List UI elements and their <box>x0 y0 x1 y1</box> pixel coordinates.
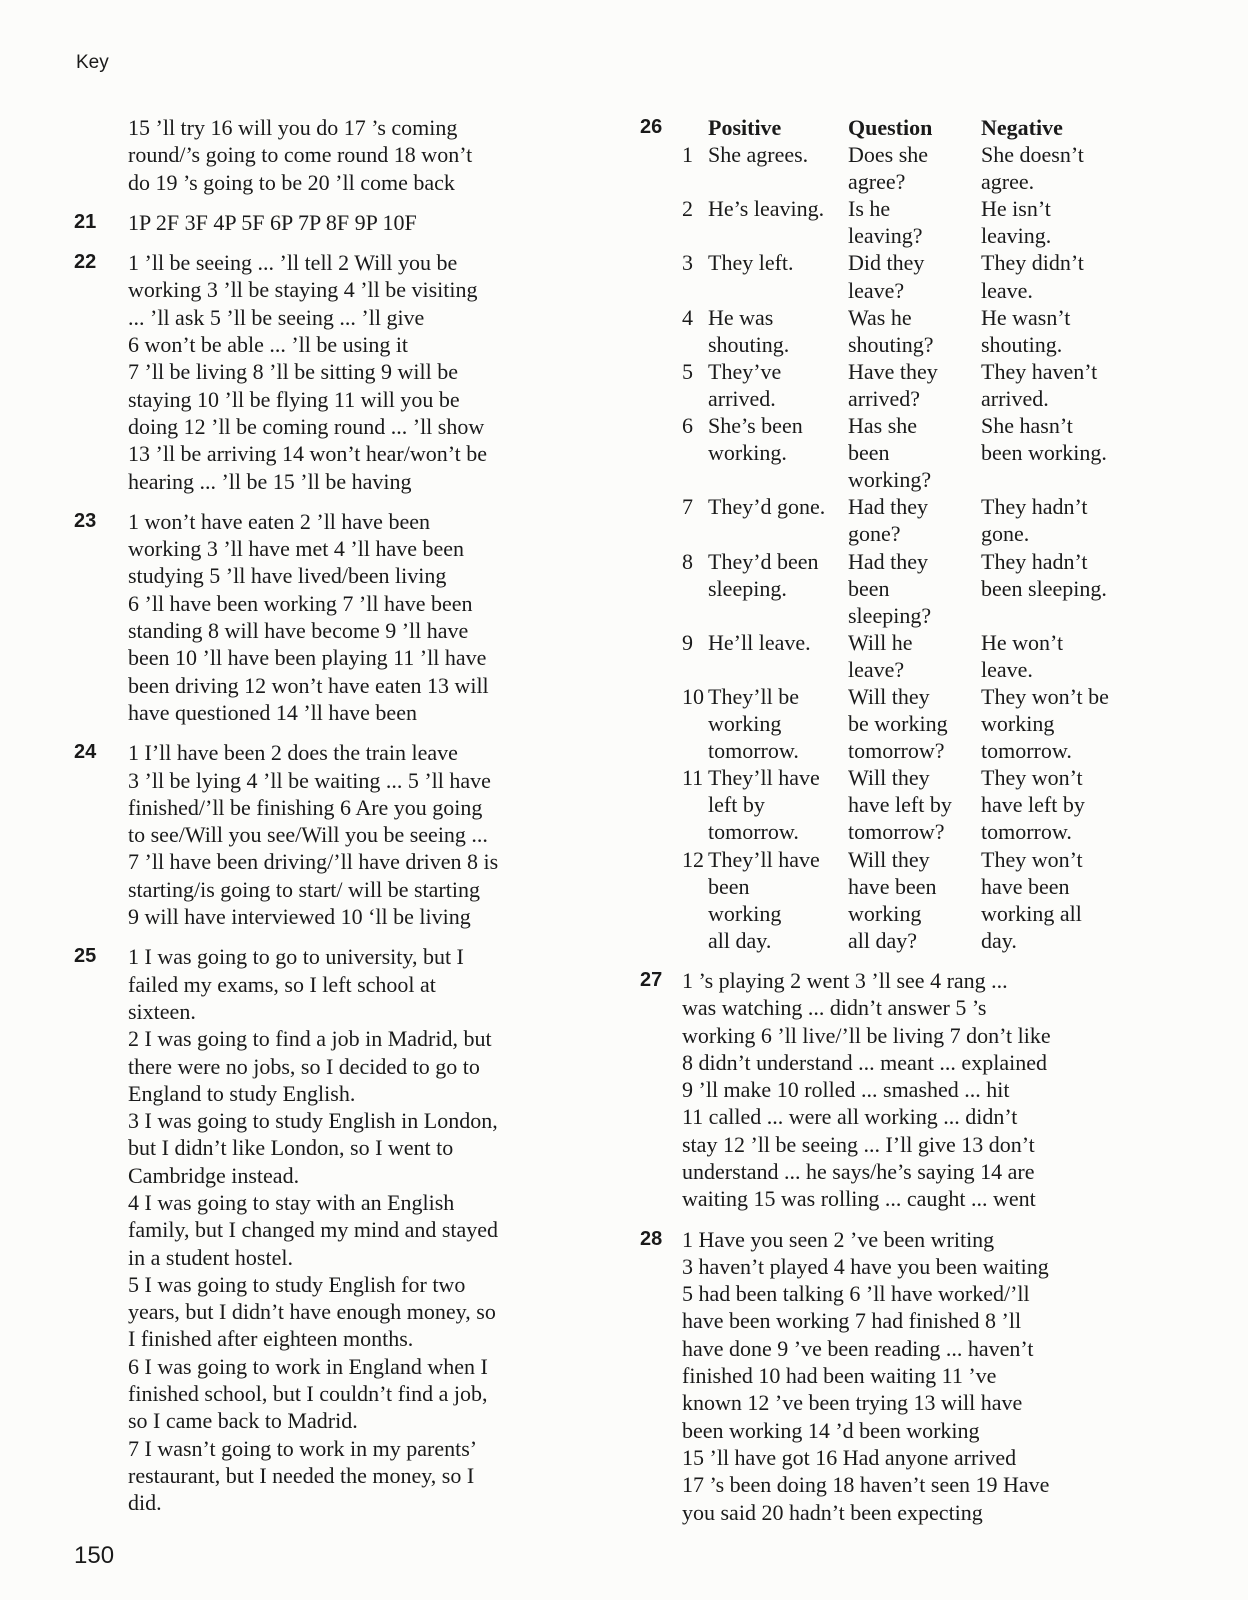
cell-line: tomorrow? <box>848 819 945 845</box>
exercise-number: 25 <box>74 945 97 968</box>
answer-line: 1P 2F 3F 4P 5F 6P 7P 8F 9P 10F <box>128 209 417 235</box>
row-number: 2 <box>682 196 693 222</box>
cell-line: tomorrow. <box>981 738 1072 764</box>
answer-line: 3 haven’t played 4 have you been waiting <box>682 1253 1049 1279</box>
answer-line: 9 ’ll make 10 rolled ... smashed ... hit <box>682 1077 1010 1103</box>
answer-line: I finished after eighteen months. <box>128 1326 414 1352</box>
cell-line: Had they <box>848 548 929 574</box>
left-sections <box>74 209 594 1517</box>
question-cell <box>848 249 981 303</box>
cell-line: left by <box>708 792 765 818</box>
answer-line: 4 I was going to stay with an English <box>128 1189 455 1215</box>
cell-line: He isn’t <box>981 196 1051 222</box>
answer-line: stay 12 ’ll be seeing ... I’ll give 13 don’t <box>682 1131 1035 1157</box>
cell-line: He’ll leave. <box>708 629 811 655</box>
answer-line: been 10 ’ll have been playing 11 ’ll have <box>128 645 487 671</box>
cell-line: have left by <box>848 792 952 818</box>
header-question: Question <box>848 115 933 140</box>
cell-line: Has she <box>848 413 918 439</box>
exercise-number: 28 <box>640 1227 663 1250</box>
cell-line: have been <box>848 873 937 899</box>
cell-line: leave. <box>981 277 1033 303</box>
cell-line: working <box>708 900 782 926</box>
cell-line: agree. <box>981 169 1035 195</box>
cell-line: arrived. <box>708 385 776 411</box>
answer-line: 1 ’ll be seeing ... ’ll tell 2 Will you be <box>128 250 458 276</box>
cell-line: They hadn’t <box>981 494 1088 520</box>
answer-line: 6 won’t be able ... ’ll be using it <box>128 332 409 358</box>
table-row <box>682 493 1141 547</box>
cell-line: They’ll have <box>708 846 820 872</box>
question-cell <box>848 493 981 547</box>
positive-cell <box>708 629 848 683</box>
answer-line: you said 20 hadn’t been expecting <box>682 1499 983 1525</box>
positive-cell <box>708 249 848 303</box>
answer-line: 7 ’ll have been driving/’ll have driven 8 is <box>128 849 499 875</box>
cell-line: shouting. <box>708 331 790 357</box>
answer-line: staying 10 ’ll be flying 11 will you be <box>128 386 460 412</box>
table-row <box>682 358 1141 412</box>
cell-line: He’s leaving. <box>708 196 825 222</box>
cell-line: leave? <box>848 277 905 303</box>
cell-line: He won’t <box>981 629 1064 655</box>
cell-line: They’ll be <box>708 683 800 709</box>
cell-line: He wasn’t <box>981 304 1071 330</box>
answer-line: did. <box>128 1490 162 1516</box>
cell-line: They left. <box>708 250 794 276</box>
negative-cell <box>981 141 1141 195</box>
exercise-body <box>682 114 1175 954</box>
cell-line: They’d gone. <box>708 494 826 520</box>
exercise-21 <box>74 209 594 236</box>
exercise-number: 23 <box>74 509 97 532</box>
answer-line: 15 ’ll have got 16 Had anyone arrived <box>682 1444 1017 1470</box>
answer-line: Cambridge instead. <box>128 1162 300 1188</box>
exercise-body <box>682 967 1175 1213</box>
table-body <box>682 141 1141 954</box>
cell-line: They won’t <box>981 765 1083 791</box>
row-number: 7 <box>682 494 693 520</box>
positive-cell <box>708 764 848 845</box>
table-row <box>682 304 1141 358</box>
answer-line: do 19 ’s going to be 20 ’ll come back <box>128 169 455 195</box>
answer-line: working 6 ’ll live/’ll be living 7 don’t like <box>682 1022 1051 1048</box>
cell-line: day. <box>981 927 1017 953</box>
answer-line: known 12 ’ve been trying 13 will have <box>682 1390 1023 1416</box>
conversion-table <box>682 114 1141 954</box>
answer-continuation <box>74 114 594 196</box>
answer-line: understand ... he says/he’s saying 14 are <box>682 1158 1035 1184</box>
cell-line: arrived. <box>981 385 1049 411</box>
table-row <box>682 683 1141 764</box>
cell-line: shouting? <box>848 331 934 357</box>
answer-line: 1 I was going to go to university, but I <box>128 944 464 970</box>
negative-cell <box>981 683 1141 764</box>
exercise-body <box>128 249 594 495</box>
cell-line: working <box>981 711 1055 737</box>
positive-cell <box>708 304 848 358</box>
cell-line: Did they <box>848 250 925 276</box>
negative-cell <box>981 548 1141 629</box>
exercise-body <box>682 1226 1175 1526</box>
answer-line: but I didn’t like London, so I went to <box>128 1135 454 1161</box>
cell-line: They’d been <box>708 548 819 574</box>
question-cell <box>848 548 981 629</box>
cell-line: tomorrow? <box>848 738 945 764</box>
table-row <box>682 141 1141 195</box>
negative-cell <box>981 304 1141 358</box>
cell-line: been <box>708 873 750 899</box>
negative-cell <box>981 195 1141 249</box>
answer-line: finished/’ll be finishing 6 Are you going <box>128 794 483 820</box>
row-number: 9 <box>682 629 693 655</box>
question-cell <box>848 358 981 412</box>
cell-line: Will they <box>848 846 930 872</box>
exercise-number: 21 <box>74 210 97 233</box>
exercise-27 <box>640 967 1175 1213</box>
question-cell <box>848 304 981 358</box>
cell-line: leaving? <box>848 223 923 249</box>
header-positive: Positive <box>708 115 782 140</box>
answer-line: 1 Have you seen 2 ’ve been writing <box>682 1226 995 1252</box>
question-cell <box>848 846 981 954</box>
negative-cell <box>981 764 1141 845</box>
cell-line: He was <box>708 304 774 330</box>
answer-line: 7 I wasn’t going to work in my parents’ <box>128 1435 478 1461</box>
cell-line: They didn’t <box>981 250 1084 276</box>
positive-cell <box>708 412 848 493</box>
cell-line: Is he <box>848 196 891 222</box>
header-number <box>682 114 708 141</box>
negative-cell <box>981 358 1141 412</box>
positive-cell <box>708 358 848 412</box>
cell-line: working all <box>981 900 1082 926</box>
answer-line: 11 called ... were all working ... didn’t <box>682 1104 1018 1130</box>
cell-line: tomorrow. <box>708 738 799 764</box>
answer-line: hearing ... ’ll be 15 ’ll be having <box>128 468 412 494</box>
answer-line: doing 12 ’ll be coming round ... ’ll show <box>128 413 485 439</box>
answer-line: starting/is going to start/ will be starting <box>128 876 480 902</box>
answer-line: sixteen. <box>128 998 196 1024</box>
cell-line: gone. <box>981 521 1030 547</box>
cell-line: They won’t <box>981 846 1083 872</box>
cell-line: Have they <box>848 358 938 384</box>
table-header-row <box>682 114 1141 141</box>
exercise-number: 24 <box>74 741 97 764</box>
cell-line: gone? <box>848 521 901 547</box>
exercise-body <box>128 943 594 1516</box>
cell-line: They’ve <box>708 358 782 384</box>
answer-line: have done 9 ’ve been reading ... haven’t <box>682 1335 1034 1361</box>
cell-line: She hasn’t <box>981 413 1073 439</box>
answer-line: 1 won’t have eaten 2 ’ll have been <box>128 508 430 534</box>
answer-line: studying 5 ’ll have lived/been living <box>128 563 447 589</box>
table-row <box>682 412 1141 493</box>
cell-line: have left by <box>981 792 1085 818</box>
answer-line: was watching ... didn’t answer 5 ’s <box>682 995 987 1021</box>
right-sections <box>640 967 1175 1526</box>
cell-line: tomorrow. <box>708 819 799 845</box>
left-column <box>74 114 594 1530</box>
answer-line: restaurant, but I needed the money, so I <box>128 1462 475 1488</box>
answer-line: been working 14 ’d been working <box>682 1417 980 1443</box>
answer-line: there were no jobs, so I decided to go to <box>128 1053 480 1079</box>
table-row <box>682 629 1141 683</box>
negative-cell <box>981 249 1141 303</box>
right-column <box>640 114 1175 1539</box>
answer-line: finished 10 had been waiting 11 ’ve <box>682 1363 997 1389</box>
answer-line: have questioned 14 ’ll have been <box>128 699 417 725</box>
cell-line: agree? <box>848 169 906 195</box>
answer-line: working 3 ’ll have met 4 ’ll have been <box>128 536 465 562</box>
cell-line: They won’t be <box>981 683 1109 709</box>
row-number: 11 <box>682 765 704 791</box>
header-negative: Negative <box>981 115 1063 140</box>
answer-line: finished school, but I couldn’t find a job, <box>128 1381 488 1407</box>
cell-line: sleeping? <box>848 602 932 628</box>
answer-line: 1 ’s playing 2 went 3 ’ll see 4 rang ... <box>682 967 1008 993</box>
answer-line: 9 will have interviewed 10 ‘ll be living <box>128 904 471 930</box>
answer-line: been driving 12 won’t have eaten 13 will <box>128 672 489 698</box>
answer-line: 17 ’s been doing 18 haven’t seen 19 Have <box>682 1472 1050 1498</box>
cell-line: Will they <box>848 765 930 791</box>
cell-line: shouting. <box>981 331 1063 357</box>
cell-line: leave? <box>848 656 905 682</box>
cell-line: Will he <box>848 629 913 655</box>
table-row <box>682 846 1141 954</box>
answer-line: working 3 ’ll be staying 4 ’ll be visiting <box>128 277 478 303</box>
exercise-23 <box>74 508 594 726</box>
cell-line: working <box>848 900 922 926</box>
cell-line: working <box>708 711 782 737</box>
answer-line: England to study English. <box>128 1080 356 1106</box>
answer-line: 3 ’ll be lying 4 ’ll be waiting ... 5 ’ll have <box>128 767 491 793</box>
negative-cell <box>981 493 1141 547</box>
exercise-24 <box>74 739 594 930</box>
cell-line: She’s been <box>708 413 803 439</box>
answer-line: failed my exams, so I left school at <box>128 971 436 997</box>
cell-line: been <box>848 440 890 466</box>
cell-line: been sleeping. <box>981 575 1107 601</box>
cell-line: She agrees. <box>708 142 809 168</box>
question-cell <box>848 764 981 845</box>
answer-line: have been working 7 had finished 8 ’ll <box>682 1308 1022 1334</box>
table-row <box>682 249 1141 303</box>
cell-line: Does she <box>848 142 929 168</box>
answer-line: 3 I was going to study English in London, <box>128 1108 498 1134</box>
page-number: 150 <box>74 1542 115 1569</box>
answer-line: standing 8 will have become 9 ’ll have <box>128 618 469 644</box>
cell-line: sleeping. <box>708 575 787 601</box>
answer-line: waiting 15 was rolling ... caught ... went <box>682 1186 1036 1212</box>
positive-cell <box>708 141 848 195</box>
positive-cell <box>708 195 848 249</box>
table-row <box>682 195 1141 249</box>
cell-line: Will they <box>848 683 930 709</box>
negative-cell <box>981 412 1141 493</box>
row-number: 6 <box>682 413 693 439</box>
cell-line: They hadn’t <box>981 548 1088 574</box>
answer-line: 13 ’ll be arriving 14 won’t hear/won’t be <box>128 441 488 467</box>
answer-line: family, but I changed my mind and stayed <box>128 1217 499 1243</box>
question-cell <box>848 683 981 764</box>
table-row <box>682 548 1141 629</box>
answer-line: 15 ’ll try 16 will you do 17 ’s coming <box>128 115 458 140</box>
exercise-body <box>128 508 594 726</box>
positive-cell <box>708 683 848 764</box>
table-row <box>682 764 1141 845</box>
answer-line: years, but I didn’t have enough money, so <box>128 1299 496 1325</box>
answer-line: in a student hostel. <box>128 1244 293 1270</box>
answer-line: to see/Will you see/Will you be seeing ... <box>128 822 488 848</box>
positive-cell <box>708 493 848 547</box>
cell-line: all day? <box>848 927 918 953</box>
exercise-number: 27 <box>640 968 663 991</box>
cell-line: Had they <box>848 494 929 520</box>
exercise-25 <box>74 943 594 1516</box>
cell-line: all day. <box>708 927 772 953</box>
question-cell <box>848 412 981 493</box>
positive-cell <box>708 548 848 629</box>
row-number: 4 <box>682 304 693 330</box>
cell-line: leaving. <box>981 223 1052 249</box>
question-cell <box>848 629 981 683</box>
row-number: 1 <box>682 142 693 168</box>
cell-line: They haven’t <box>981 358 1098 384</box>
page-header: Key <box>76 52 109 73</box>
cell-line: Was he <box>848 304 912 330</box>
exercise-number: 26 <box>640 116 663 138</box>
answer-line: 6 I was going to work in England when I <box>128 1353 488 1379</box>
question-cell <box>848 141 981 195</box>
row-number: 5 <box>682 358 693 384</box>
answer-line: round/’s going to come round 18 won’t <box>128 142 473 168</box>
answer-line: 5 I was going to study English for two <box>128 1271 466 1297</box>
exercise-body <box>128 209 594 236</box>
cell-line: arrived? <box>848 385 921 411</box>
row-number: 8 <box>682 548 693 574</box>
answer-line: so I came back to Madrid. <box>128 1408 358 1434</box>
cell-line: been working. <box>981 440 1107 466</box>
answer-line: 1 I’ll have been 2 does the train leave <box>128 740 458 766</box>
cell-line: been <box>848 575 890 601</box>
row-number: 3 <box>682 250 693 276</box>
cell-line: She doesn’t <box>981 142 1084 168</box>
cell-line: working. <box>708 440 787 466</box>
cell-line: They’ll have <box>708 765 820 791</box>
exercise-26 <box>640 114 1175 954</box>
exercise-22 <box>74 249 594 495</box>
exercise-28 <box>640 1226 1175 1526</box>
answer-line: 5 had been talking 6 ’ll have worked/’ll <box>682 1281 1030 1307</box>
cell-line: be working <box>848 711 948 737</box>
answer-line: 7 ’ll be living 8 ’ll be sitting 9 will be <box>128 359 458 385</box>
cell-line: leave. <box>981 656 1033 682</box>
negative-cell <box>981 629 1141 683</box>
positive-cell <box>708 846 848 954</box>
answer-line: 8 didn’t understand ... meant ... explained <box>682 1049 1047 1075</box>
row-number: 12 <box>682 846 704 872</box>
negative-cell <box>981 846 1141 954</box>
question-cell <box>848 195 981 249</box>
answer-line: ... ’ll ask 5 ’ll be seeing ... ’ll give <box>128 304 425 330</box>
row-number: 10 <box>682 683 704 709</box>
answer-line: 2 I was going to find a job in Madrid, but <box>128 1026 492 1052</box>
cell-line: have been <box>981 873 1070 899</box>
cell-line: tomorrow. <box>981 819 1072 845</box>
cell-line: working? <box>848 467 932 493</box>
exercise-number: 22 <box>74 251 97 274</box>
answer-line: 6 ’ll have been working 7 ’ll have been <box>128 590 473 616</box>
exercise-body <box>128 739 594 930</box>
